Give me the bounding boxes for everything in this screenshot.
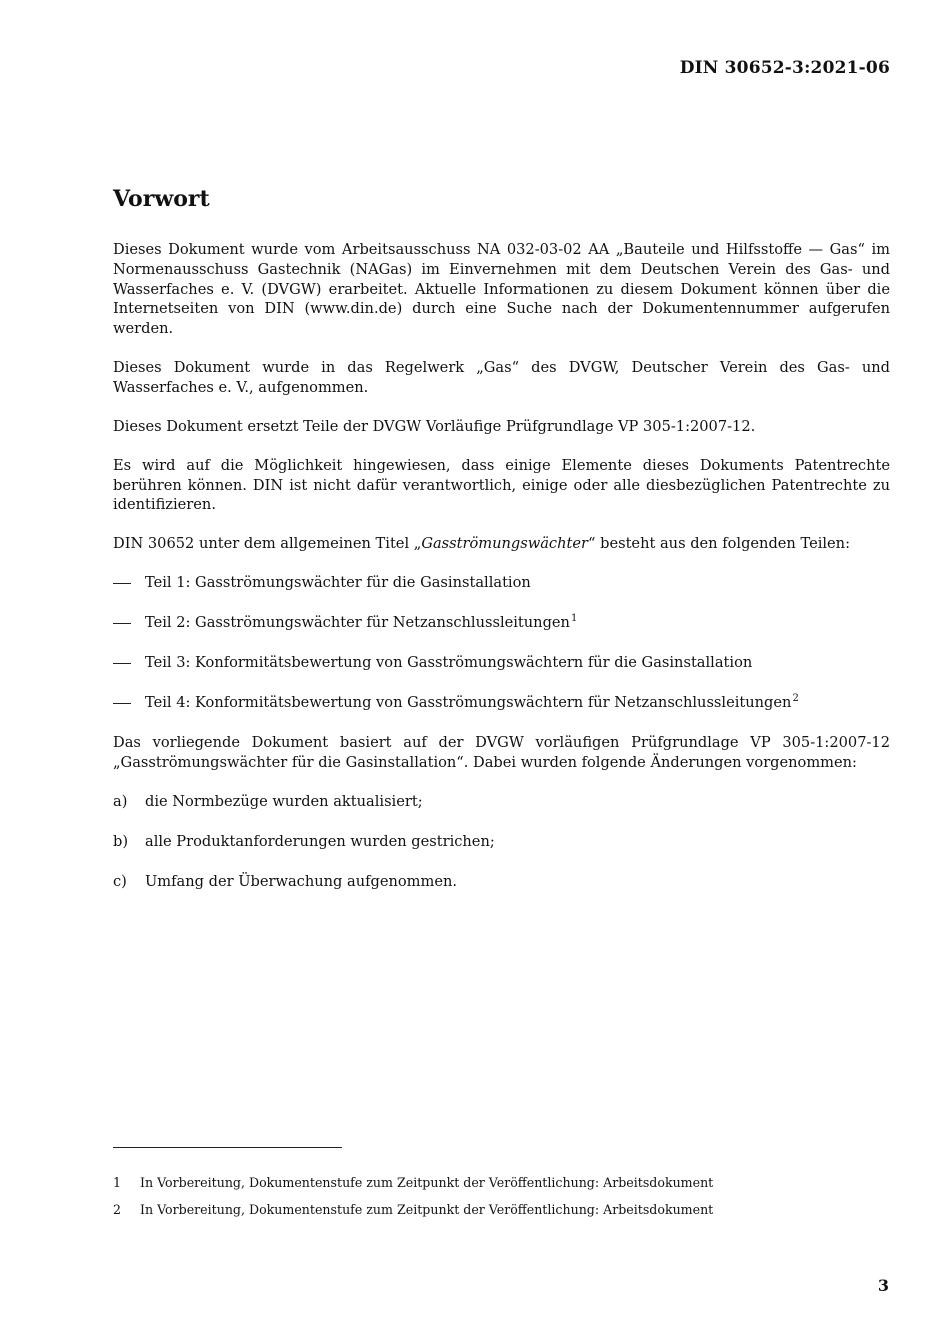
- list-item: [113, 792, 890, 812]
- paragraph-patent-notice: Es wird auf die Möglichkeit hingewiesen, dass einige Elemente dieses Dokuments Patentrechte berühren können. DIN ist nicht dafür verantwortlich, einige oder alle diesbezüglichen Patentrechte zu identifizieren.: [113, 456, 890, 514]
- changes-list: [113, 792, 890, 892]
- change-text: die Normbezüge wurden aktualisiert;: [145, 793, 423, 811]
- dash-marker: [113, 663, 131, 664]
- paragraph-committee: Dieses Dokument wurde vom Arbeitsausschuss NA 032-03-02 AA „Bauteile und Hilfsstoffe — Gas“ im Normenausschuss Gastechnik (NAGas) im Einvernehmen mit dem Deutschen Verein des Gas- und Wasserfaches e. V. (DVGW) erarbeitet. Aktuelle Informationen zu diesem Dokument können über die Internetseiten von DIN (www.din.de) durch eine Suche nach der Dokumentennummer aufgerufen werden.: [113, 241, 890, 337]
- paragraph-basis: Das vorliegende Dokument basiert auf der DVGW vorläufigen Prüfgrundlage VP 305-1:2007-12 „Gasströmungswächter für die Gasinstallation“. Dabei wurden folgende Änderungen vorgenommen:: [113, 734, 890, 772]
- list-item: [113, 613, 890, 633]
- section-title: Vorwort: [113, 186, 210, 212]
- part-text: Teil 2: Gasströmungswächter für Netzanschlussleitungen: [145, 614, 570, 632]
- list-marker: b): [113, 833, 129, 851]
- list-item: [113, 693, 890, 713]
- paragraph-replaces: Dieses Dokument ersetzt Teile der DVGW Vorläufige Prüfgrundlage VP 305-1:2007-12.: [113, 417, 756, 435]
- part-text: Teil 3: Konformitätsbewertung von Gasströmungswächtern für die Gasinstallation: [145, 654, 753, 672]
- change-text: Umfang der Überwachung aufgenommen.: [145, 873, 458, 891]
- parts-intro-after: “ besteht aus den folgenden Teilen:: [588, 535, 850, 553]
- footnotes: [113, 1174, 890, 1228]
- parts-intro-title: Gasströmungswächter: [421, 535, 588, 553]
- footnote-item: [113, 1201, 890, 1219]
- footnote-ref-link[interactable]: 2: [792, 693, 799, 705]
- list-item: [113, 573, 890, 593]
- dash-marker: [113, 583, 131, 584]
- part-text: Teil 4: Konformitätsbewertung von Gasströmungswächtern für Netzanschlussleitungen: [145, 694, 792, 712]
- footnote-separator: [113, 1147, 342, 1148]
- footnote-number: 1: [113, 1175, 122, 1190]
- footnote-number: 2: [113, 1202, 122, 1217]
- dash-marker: [113, 703, 131, 704]
- page-number: 3: [877, 1276, 889, 1295]
- footnote-item: [113, 1174, 890, 1192]
- list-item: [113, 872, 890, 892]
- parts-intro-before: DIN 30652 unter dem allgemeinen Titel „: [113, 535, 422, 553]
- list-marker: a): [113, 793, 128, 811]
- footnote-text: In Vorbereitung, Dokumentenstufe zum Zeitpunkt der Veröffentlichung: Arbeitsdokument: [140, 1175, 714, 1190]
- dash-marker: [113, 623, 131, 624]
- part-text: Teil 1: Gasströmungswächter für die Gasinstallation: [145, 574, 531, 592]
- document-id-header: DIN 30652-3:2021-06: [679, 58, 890, 78]
- list-item: [113, 832, 890, 852]
- footnote-ref-link[interactable]: 1: [570, 613, 578, 625]
- footnote-text: In Vorbereitung, Dokumentenstufe zum Zeitpunkt der Veröffentlichung: Arbeitsdokument: [140, 1202, 714, 1217]
- list-item: [113, 653, 890, 673]
- list-marker: c): [113, 873, 127, 891]
- paragraph-parts-intro: [113, 534, 890, 554]
- paragraph-regelwerk: Dieses Dokument wurde in das Regelwerk „Gas“ des DVGW, Deutscher Verein des Gas- und Wasserfaches e. V., aufgenommen.: [113, 358, 890, 396]
- foreword-section: [113, 186, 890, 912]
- parts-list: [113, 573, 890, 713]
- change-text: alle Produktanforderungen wurden gestrichen;: [145, 833, 495, 851]
